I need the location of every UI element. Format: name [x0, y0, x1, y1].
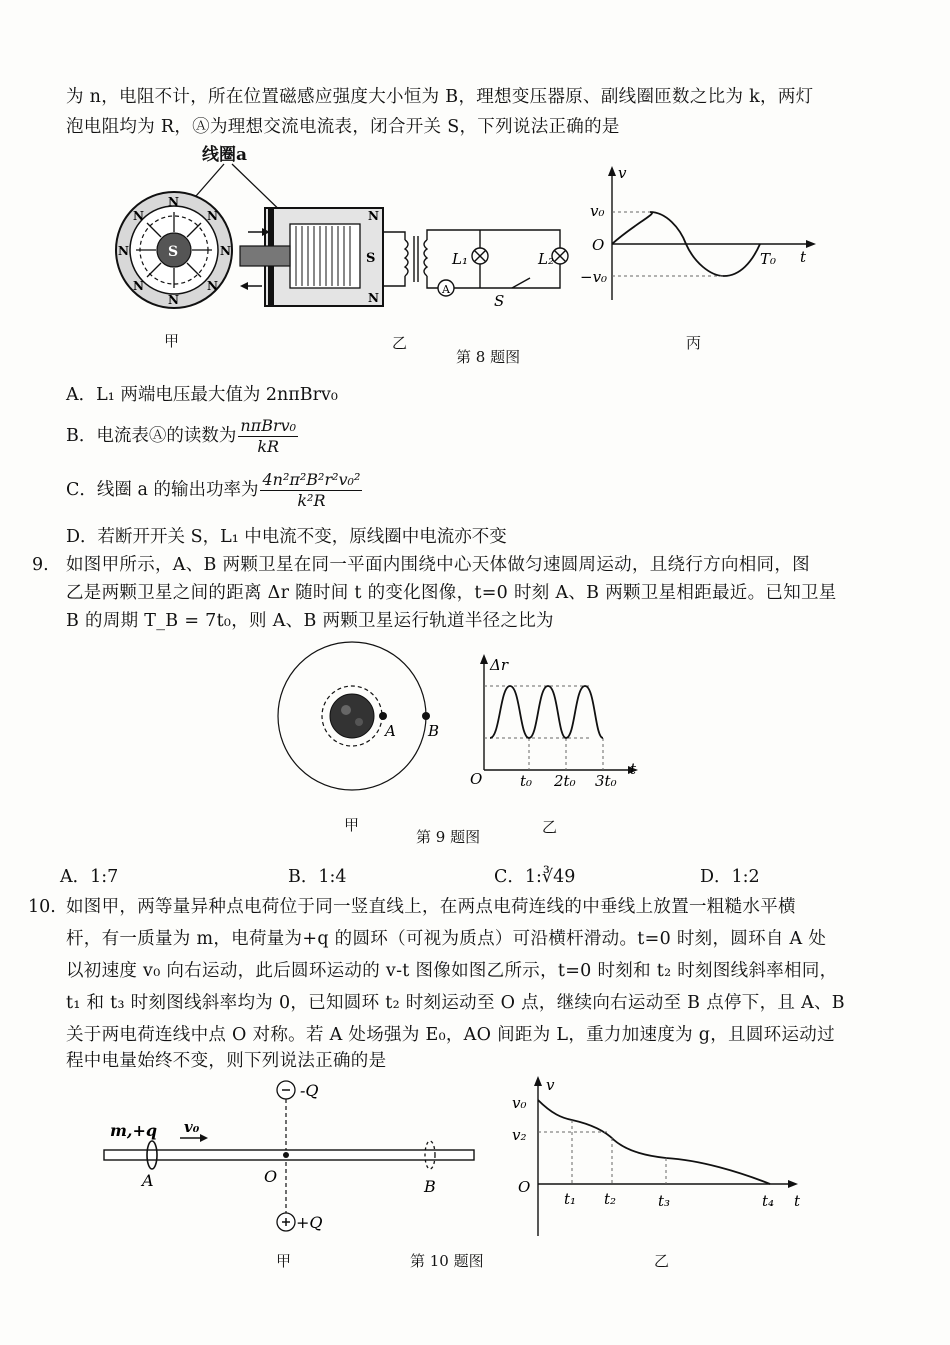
q8-label-bing: 丙 — [686, 334, 702, 352]
svg-text:N: N — [118, 244, 129, 258]
q9-option-d: D．1:2 — [700, 867, 760, 887]
svg-text:N: N — [368, 291, 379, 305]
svg-text:+Q: +Q — [296, 1213, 323, 1232]
q10-text-line-1: 如图甲，两等量异种点电荷位于同一竖直线上，在两点电荷连线的中垂线上放置一粗糙水平横 — [66, 897, 796, 917]
q8-jia-s: S — [168, 244, 179, 260]
svg-text:N: N — [133, 279, 144, 293]
q8-option-b-num: nπBrv₀ — [240, 416, 297, 435]
svg-text:3t₀: 3t₀ — [595, 772, 617, 790]
q10-yi-graph — [512, 1076, 801, 1236]
q10-text-line-4: t₁ 和 t₃ 时刻图线斜率均为 0，已知圆环 t₂ 时刻运动至 O 点，继续向右运动至 B 点停下，且 A、B — [66, 993, 845, 1013]
q8-option-b-prefix: B．电流表Ⓐ的读数为 — [66, 426, 237, 446]
svg-text:S: S — [494, 292, 505, 310]
q9-option-a: A．1:7 — [60, 867, 119, 887]
svg-text:N: N — [220, 244, 231, 258]
q9-option-b: B．1:4 — [288, 867, 347, 887]
q9-option-c: C．1:∛49 — [494, 867, 576, 887]
svg-text:T₀: T₀ — [760, 250, 777, 268]
q8-option-c-prefix: C．线圈 a 的输出功率为 — [66, 480, 259, 500]
q8-option-c-num: 4n²π²B²r²v₀² — [262, 470, 361, 489]
q9-text-line-1: 如图甲所示，A、B 两颗卫星在同一平面内围绕中心天体做匀速圆周运动，且绕行方向相同，图 — [66, 555, 810, 575]
svg-text:2t₀: 2t₀ — [554, 772, 576, 790]
q10-text-line-5: 关于两电荷连线中点 O 对称。若 A 处场强为 E₀，AO 间距为 L，重力加速度为 g，且圆环运动过 — [66, 1025, 835, 1045]
q8-option-d: D．若断开开关 S，L₁ 中电流不变，原线圈中电流亦不变 — [66, 527, 507, 547]
svg-text:v: v — [546, 1076, 555, 1094]
svg-text:B: B — [428, 722, 440, 740]
svg-text:S: S — [366, 251, 376, 266]
svg-text:v₀: v₀ — [590, 202, 605, 220]
svg-text:t: t — [794, 1192, 801, 1210]
svg-text:B: B — [424, 1177, 436, 1196]
svg-text:A: A — [385, 722, 396, 740]
q8-label-jia: 甲 — [164, 332, 180, 350]
svg-text:N: N — [133, 209, 144, 223]
svg-text:Δr: Δr — [490, 656, 509, 674]
svg-text:L₂: L₂ — [538, 250, 554, 268]
q9-label-jia: 甲 — [344, 816, 360, 834]
svg-text:t₄: t₄ — [762, 1192, 775, 1210]
q10-label-yi: 乙 — [654, 1252, 670, 1270]
q9-caption: 第 9 题图 — [416, 828, 481, 846]
svg-text:v₀: v₀ — [512, 1094, 527, 1112]
svg-text:O: O — [592, 236, 605, 254]
svg-text:t₁: t₁ — [564, 1190, 577, 1208]
q8-coil-label: 线圈a — [202, 145, 248, 165]
q9-number: 9. — [32, 555, 49, 575]
q10-text-line-2: 杆，有一质量为 m，电荷量为+q 的圆环（可视为质点）可沿横杆滑动。t=0 时刻，圆环自 A 处 — [66, 929, 827, 949]
svg-text:t: t — [630, 760, 637, 778]
q10-text-line-6: 程中电量始终不变，则下列说法正确的是 — [66, 1051, 387, 1071]
svg-text:t₀: t₀ — [520, 772, 533, 790]
svg-text:O: O — [264, 1167, 278, 1186]
svg-text:O: O — [470, 770, 483, 788]
q8-option-c-den: k²R — [297, 491, 326, 510]
svg-text:v₀: v₀ — [184, 1118, 200, 1136]
q10-number: 10. — [28, 897, 56, 917]
svg-text:N: N — [168, 195, 179, 209]
q10-label-jia: 甲 — [276, 1252, 292, 1270]
svg-text:v: v — [618, 164, 627, 182]
q9-text-line-2: 乙是两颗卫星之间的距离 Δr 随时间 t 的变化图像，t=0 时刻 A、B 两颗卫星相距最近。已知卫星 — [66, 583, 837, 603]
svg-text:O: O — [518, 1178, 531, 1196]
svg-text:t₂: t₂ — [604, 1190, 617, 1208]
svg-text:L₁: L₁ — [452, 250, 468, 268]
svg-text:v₂: v₂ — [512, 1126, 527, 1144]
svg-text:m,+q: m,+q — [110, 1121, 158, 1140]
q9-label-yi: 乙 — [542, 818, 558, 836]
q10-jia-rod — [104, 1081, 474, 1232]
q8-ammeter-label: A — [442, 283, 450, 296]
q8-option-b-den: kR — [257, 437, 280, 456]
svg-text:-Q: -Q — [300, 1081, 319, 1100]
svg-text:A: A — [142, 1171, 154, 1190]
q10-caption: 第 10 题图 — [410, 1252, 484, 1270]
svg-text:t: t — [800, 248, 807, 266]
svg-text:−v₀: −v₀ — [580, 268, 608, 286]
svg-text:N: N — [207, 209, 218, 223]
q8-text-line-1: 为 n，电阻不计，所在位置磁感应强度大小恒为 B，理想变压器原、副线圈匝数之比为 k，两灯 — [66, 87, 814, 107]
svg-text:N: N — [368, 209, 379, 223]
svg-text:t₃: t₃ — [658, 1192, 671, 1210]
q10-text-line-3: 以初速度 v₀ 向右运动，此后圆环运动的 v-t 图像如图乙所示，t=0 时刻和 t₂ 时刻图线斜率相同， — [66, 961, 838, 981]
q8-caption: 第 8 题图 — [456, 348, 521, 366]
svg-text:N: N — [207, 279, 218, 293]
q8-option-a: A．L₁ 两端电压最大值为 2nπBrv₀ — [66, 385, 338, 405]
q8-text-line-2: 泡电阻均为 R，Ⓐ为理想交流电流表，闭合开关 S，下列说法正确的是 — [66, 117, 620, 137]
q9-text-line-3: B 的周期 T_B = 7t₀，则 A、B 两颗卫星运行轨道半径之比为 — [66, 611, 554, 631]
q8-label-yi: 乙 — [392, 334, 408, 352]
svg-text:N: N — [168, 293, 179, 307]
